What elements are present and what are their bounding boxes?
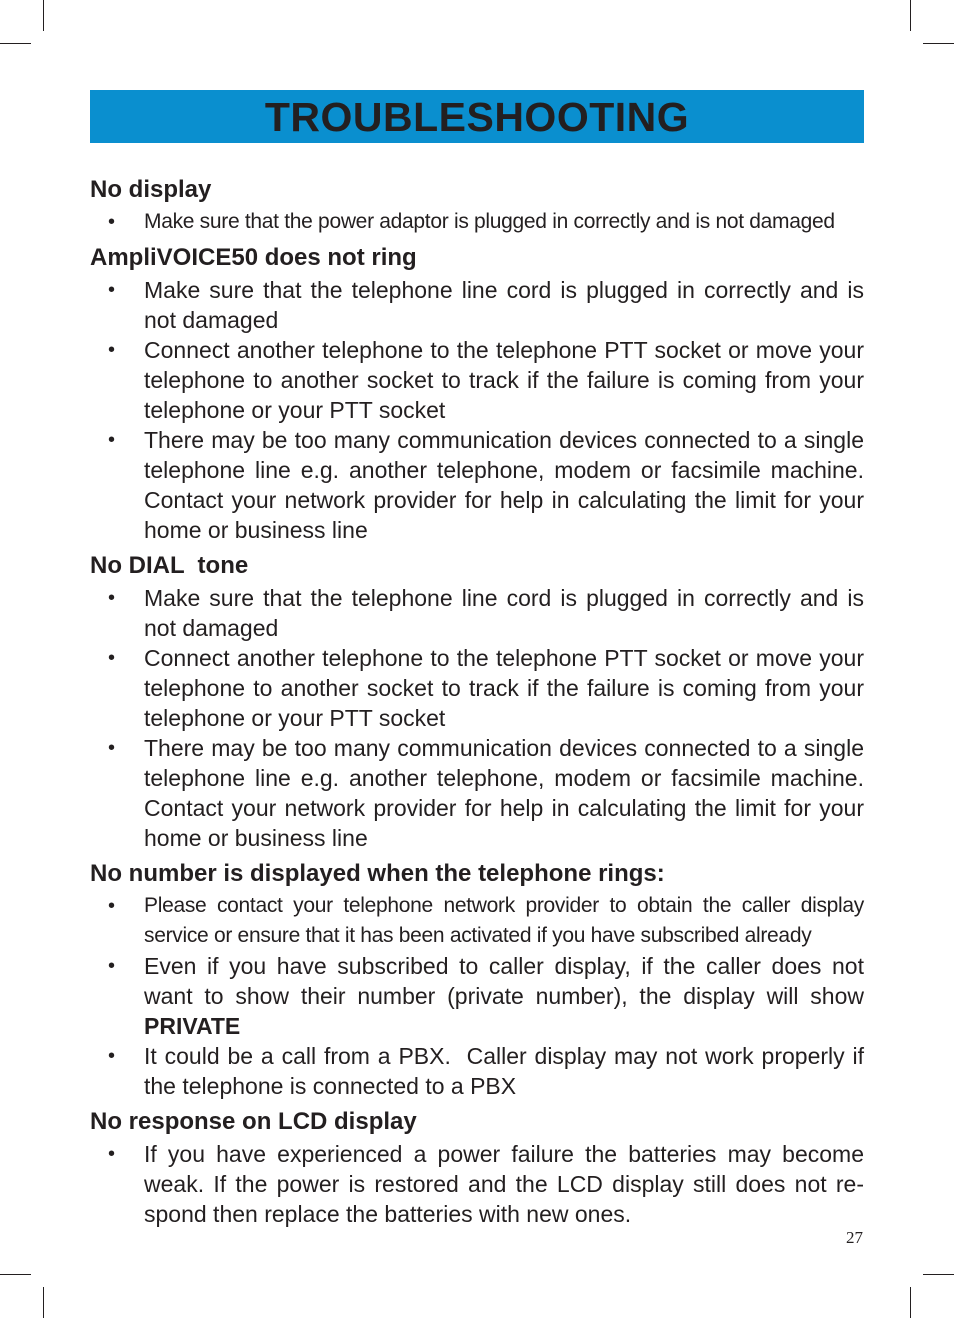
page-title: TROUBLESHOOTING (264, 94, 690, 140)
list-item (90, 1041, 871, 1101)
section-heading: No number is displayed when the telephone rings: (90, 860, 665, 887)
crop-mark (0, 1274, 31, 1275)
list-item-text: It could be a call from a PBX. Caller display may not work properly if the telephone is connected to a PBX (144, 1043, 871, 1099)
bullet-icon: • (108, 955, 116, 977)
crop-mark (43, 1287, 44, 1318)
list-item (90, 425, 864, 545)
list-item-text: If you have experienced a power failure the batteries may become weak. If the power is restored and the LCD display still does not re-spond then replace the batteries with new ones. (144, 1141, 864, 1227)
bullet-icon: • (108, 587, 116, 609)
list-item-text: There may be too many communication devices connected to a single telephone line e.g. another telephone, modem or facsimile machine. Contact your network provider for help in calculating the limit for your home or business line (144, 735, 864, 851)
section-no-lcd-response (90, 1107, 864, 1229)
section-heading: No display (90, 176, 212, 203)
bullet-icon: • (108, 1143, 116, 1165)
list-item (90, 583, 864, 643)
bullet-list (90, 207, 864, 237)
crop-mark (923, 43, 954, 44)
crop-mark (0, 43, 31, 44)
bullet-icon: • (108, 1045, 116, 1067)
list-item-text: There may be too many communication devices connected to a single telephone line e.g. another telephone, modem or facsimile machine. Contact your network provider for help in calculating the limit for your home or business line (144, 427, 864, 543)
section-no-display (90, 175, 864, 237)
list-item-text: Connect another telephone to the telephone PTT socket or move your telephone to another socket to track if the failure is coming from your telephone or your PTT socket (144, 337, 864, 423)
section-no-number-displayed (90, 859, 871, 1101)
list-item (90, 733, 864, 853)
troubleshooting-content (90, 175, 871, 1235)
section-no-dial-tone (90, 551, 864, 853)
crop-mark (910, 0, 911, 31)
crop-mark (923, 1274, 954, 1275)
bullet-icon: • (108, 647, 116, 669)
bullet-icon: • (108, 429, 116, 451)
bullet-icon: • (108, 895, 115, 917)
list-item-text: Connect another telephone to the telephone PTT socket or move your telephone to another socket to track if the failure is coming from your telephone or your PTT socket (144, 645, 864, 731)
list-item-text: Make sure that the power adaptor is plugged in correctly and is not damaged (144, 210, 835, 233)
list-item (90, 207, 864, 237)
section-heading: AmpliVOICE50 does not ring (90, 244, 417, 271)
bullet-icon: • (108, 279, 116, 301)
list-item-text: Make sure that the telephone line cord is plugged in correctly and is not damaged (144, 277, 864, 333)
list-item (90, 335, 864, 425)
list-item (90, 951, 864, 1041)
list-item-text: Make sure that the telephone line cord is plugged in correctly and is not damaged (144, 585, 864, 641)
section-heading: No response on LCD display (90, 1108, 417, 1135)
list-item (90, 643, 864, 733)
bullet-list (90, 891, 871, 1101)
list-item-text: Even if you have subscribed to caller display, if the caller does not want to show their number (private number), the display will show (144, 953, 864, 1009)
bullet-icon: • (108, 211, 115, 233)
bullet-list (90, 1139, 864, 1229)
section-heading: No DIAL tone (90, 552, 249, 579)
crop-mark (910, 1287, 911, 1318)
crop-mark (43, 0, 44, 31)
bullet-icon: • (108, 737, 116, 759)
bullet-list (90, 275, 864, 545)
list-item (90, 275, 864, 335)
bullet-icon: • (108, 339, 116, 361)
title-banner (90, 90, 864, 143)
list-item-text: Please contact your telephone network provider to obtain the caller display service or ensure that it has been activated if you have subscribed already (144, 894, 864, 947)
list-item (90, 1139, 864, 1229)
private-label: PRIVATE (144, 1013, 241, 1039)
page-number: 27 (846, 1228, 863, 1247)
bullet-list (90, 583, 864, 853)
section-does-not-ring (90, 243, 864, 545)
list-item (90, 891, 864, 951)
